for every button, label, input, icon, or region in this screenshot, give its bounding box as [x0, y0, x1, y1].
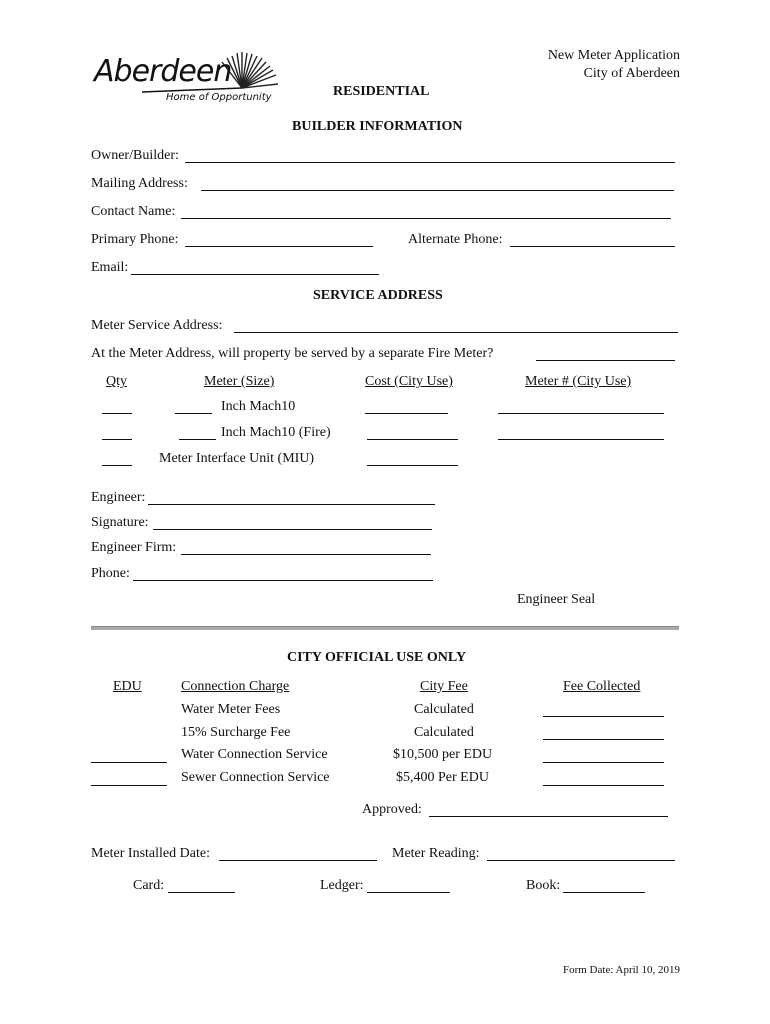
contact-name-field[interactable] [181, 218, 671, 219]
form-type-title: RESIDENTIAL [333, 84, 430, 99]
form-date: Form Date: April 10, 2019 [562, 964, 680, 976]
card-label: Card: [133, 878, 165, 893]
meter-size-label: Meter Interface Unit (MIU) [159, 451, 315, 466]
fee-collected-field[interactable] [543, 739, 664, 740]
approved-field[interactable] [429, 816, 668, 817]
qty-header: Qty [106, 374, 127, 389]
engineer-firm-label: Engineer Firm: [91, 540, 177, 555]
contact-name-label: Contact Name: [91, 204, 176, 219]
meter-size-header: Meter (Size) [204, 374, 275, 389]
engineer-firm-field[interactable] [181, 554, 431, 555]
engineer-field[interactable] [148, 504, 435, 505]
primary-phone-label: Primary Phone: [91, 232, 179, 247]
alternate-phone-label: Alternate Phone: [408, 232, 503, 247]
meter-number-field[interactable] [498, 439, 664, 440]
edu-field[interactable] [91, 785, 167, 786]
fee-collected-field[interactable] [543, 785, 664, 786]
approved-label: Approved: [362, 802, 422, 817]
cost-header: Cost (City Use) [365, 374, 453, 389]
card-field[interactable] [168, 892, 235, 893]
engineer-phone-label: Phone: [91, 566, 130, 581]
connection-charge-header: Connection Charge [181, 679, 290, 694]
meter-size-label: Inch Mach10 [221, 399, 296, 414]
service-section-title: SERVICE ADDRESS [313, 288, 443, 303]
connection-charge-label: 15% Surcharge Fee [181, 725, 291, 740]
owner-builder-field[interactable] [185, 162, 675, 163]
ledger-label: Ledger: [320, 878, 364, 893]
edu-field[interactable] [91, 762, 167, 763]
qty-field[interactable] [102, 413, 132, 414]
meter-installed-date-label: Meter Installed Date: [91, 846, 210, 861]
book-label: Book: [526, 878, 561, 893]
logo-tagline: Home of Opportunity [166, 92, 272, 103]
alternate-phone-field[interactable] [510, 246, 675, 247]
meter-number-field[interactable] [498, 413, 664, 414]
engineer-label: Engineer: [91, 490, 146, 505]
qty-field[interactable] [102, 465, 132, 466]
ledger-field[interactable] [367, 892, 450, 893]
meter-installed-date-field[interactable] [219, 860, 377, 861]
logo-wordmark: Aberdeen [94, 54, 232, 89]
signature-field[interactable] [153, 529, 432, 530]
size-field[interactable] [179, 439, 216, 440]
meter-service-address-field[interactable] [234, 332, 678, 333]
qty-field[interactable] [102, 439, 132, 440]
city-fee-value: $5,400 Per EDU [396, 770, 489, 785]
signature-label: Signature: [91, 515, 149, 530]
meter-number-header: Meter # (City Use) [525, 374, 632, 389]
connection-charge-label: Water Meter Fees [181, 702, 281, 717]
section-divider [91, 626, 679, 630]
mailing-address-field[interactable] [201, 190, 674, 191]
email-field[interactable] [131, 274, 379, 275]
header-line-1: New Meter Application [547, 48, 680, 63]
meter-reading-label: Meter Reading: [392, 846, 480, 861]
connection-charge-label: Sewer Connection Service [181, 770, 330, 785]
meter-service-address-label: Meter Service Address: [91, 318, 223, 333]
book-field[interactable] [563, 892, 645, 893]
email-label: Email: [91, 260, 129, 275]
city-fee-header: City Fee [420, 679, 468, 694]
city-logo [92, 48, 282, 110]
engineer-phone-field[interactable] [133, 580, 433, 581]
meter-reading-field[interactable] [487, 860, 675, 861]
edu-header: EDU [113, 679, 142, 694]
primary-phone-field[interactable] [185, 246, 373, 247]
meter-size-label: Inch Mach10 (Fire) [221, 425, 331, 440]
mailing-address-label: Mailing Address: [91, 176, 188, 191]
fire-meter-answer-field[interactable] [536, 360, 675, 361]
fire-meter-question: At the Meter Address, will property be served by a separate Fire Meter? [91, 346, 494, 361]
city-fee-value: Calculated [414, 725, 474, 740]
city-fee-value: Calculated [414, 702, 474, 717]
fee-collected-field[interactable] [543, 762, 664, 763]
header-line-2: City of Aberdeen [583, 66, 680, 81]
size-field[interactable] [175, 413, 212, 414]
cost-field[interactable] [367, 465, 458, 466]
engineer-seal-label: Engineer Seal [517, 592, 596, 607]
owner-builder-label: Owner/Builder: [91, 148, 179, 163]
builder-section-title: BUILDER INFORMATION [292, 119, 463, 134]
city-fee-value: $10,500 per EDU [393, 747, 493, 762]
fee-collected-field[interactable] [543, 716, 664, 717]
official-section-title: CITY OFFICIAL USE ONLY [287, 650, 467, 665]
cost-field[interactable] [367, 439, 458, 440]
cost-field[interactable] [365, 413, 448, 414]
connection-charge-label: Water Connection Service [181, 747, 328, 762]
fee-collected-header: Fee Collected [563, 679, 641, 694]
